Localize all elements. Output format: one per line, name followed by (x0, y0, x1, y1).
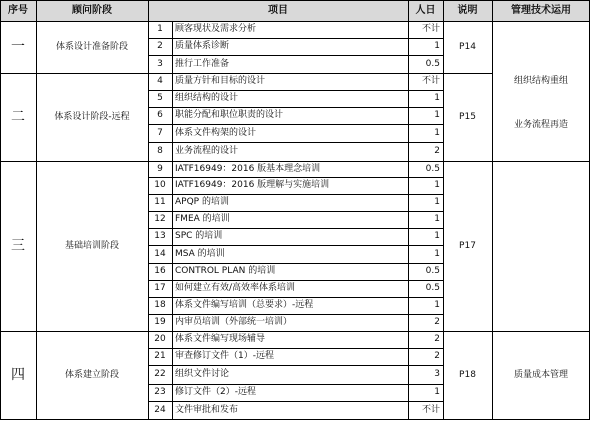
row-days: 1 (434, 214, 440, 224)
grid-line (443, 73, 492, 74)
phase-note: P14 (459, 41, 476, 52)
row-days: 2 (434, 146, 440, 156)
grid-line (492, 419, 590, 420)
grid-line (148, 245, 443, 246)
row-item: APQP 的培训 (175, 197, 229, 207)
row-number: 11 (154, 197, 166, 207)
row-number: 19 (154, 317, 166, 327)
grid-line (148, 161, 443, 162)
grid-line (148, 384, 443, 385)
grid-line (408, 0, 409, 419)
row-item: 体系文件构架的设计 (175, 127, 257, 138)
row-number: 1 (157, 24, 163, 34)
grid-line (148, 228, 443, 229)
grid-line (148, 263, 443, 264)
row-number: 9 (157, 163, 163, 174)
header-days: 人日 (408, 0, 443, 21)
phase-note: P15 (459, 111, 476, 122)
grid-line (148, 331, 443, 332)
row-days: 1 (434, 231, 440, 241)
row-item: 职能分配和职位职责的设计 (175, 110, 284, 120)
row-days: 1 (434, 197, 440, 207)
row-days: 1 (434, 127, 440, 138)
row-number: 24 (154, 404, 166, 415)
row-days: 3 (434, 369, 440, 379)
tech-process-redesign: 业务流程再造 (513, 120, 568, 130)
row-days: 1 (434, 93, 440, 103)
grid-line (148, 90, 443, 91)
row-days: 不计 (421, 76, 440, 86)
grid-line (148, 401, 443, 402)
row-days: 0.5 (425, 58, 440, 69)
row-item: 修订文件（2）-远程 (175, 387, 256, 397)
row-item: 内审员培训（外部统一培训） (175, 317, 293, 327)
grid-line (443, 161, 492, 162)
row-item: 推行工作准备 (175, 58, 230, 69)
row-number: 6 (157, 110, 163, 120)
grid-line (443, 331, 492, 332)
row-number: 16 (154, 266, 166, 276)
row-item: 体系文件编写现场辅导 (175, 334, 266, 344)
row-number: 14 (154, 248, 166, 259)
row-days: 1 (434, 248, 440, 259)
row-days: 1 (434, 387, 440, 397)
grid-line (36, 0, 37, 419)
row-item: 顾客现状及需求分析 (175, 24, 257, 34)
row-number: 2 (157, 41, 163, 51)
grid-line (0, 73, 148, 74)
row-item: 审查修订文件（1）-远程 (175, 351, 274, 361)
row-item: 文件审批和发布 (175, 404, 239, 415)
grid-line (148, 38, 443, 39)
header-item: 项目 (148, 0, 408, 21)
grid-line (148, 419, 443, 420)
row-number: 7 (157, 127, 163, 138)
header-index: 序号 (0, 0, 36, 21)
row-item: 如何建立有效/高效率体系培训 (175, 283, 296, 293)
grid-line (148, 124, 443, 125)
grid-line (148, 194, 443, 195)
grid-line (0, 0, 590, 1)
grid-line (443, 419, 492, 420)
phase-note: P18 (459, 369, 476, 380)
row-days: 2 (434, 317, 440, 327)
tech-org-restructure: 组织结构重组 (513, 76, 568, 86)
row-item: 质量方针和目标的设计 (175, 76, 266, 86)
grid-line (148, 348, 443, 349)
row-days: 1 (434, 300, 440, 310)
row-days: 2 (434, 334, 440, 344)
row-item: SPC 的培训 (175, 231, 223, 241)
phase-numeral: 一 (11, 39, 25, 55)
grid-line (443, 0, 444, 419)
row-item: MSA 的培训 (175, 248, 225, 259)
grid-line (0, 419, 148, 420)
grid-line (148, 107, 443, 108)
row-number: 17 (154, 283, 166, 293)
phase-name: 基础培训阶段 (64, 240, 119, 251)
grid-line (148, 365, 443, 366)
row-item: CONTROL PLAN 的培训 (175, 266, 276, 276)
phase-name: 体系设计阶段-远程 (54, 111, 130, 122)
grid-line (148, 73, 443, 74)
row-item: IATF16949：2016 版理解与实施培训 (175, 180, 330, 190)
row-number: 22 (154, 369, 166, 379)
header-stage: 顾问阶段 (36, 0, 148, 21)
header-note: 说明 (443, 0, 492, 21)
row-number: 23 (154, 387, 166, 397)
grid-line (0, 331, 148, 332)
row-item: IATF16949：2016 版基本理念培训 (175, 163, 321, 174)
grid-line (148, 297, 443, 298)
phase-numeral: 三 (11, 238, 25, 254)
row-item: 业务流程的设计 (175, 146, 239, 156)
row-number: 12 (154, 214, 166, 224)
grid-line (172, 21, 173, 419)
row-number: 20 (154, 334, 166, 344)
grid-line (148, 211, 443, 212)
row-days: 0.5 (425, 266, 440, 276)
row-days: 2 (434, 351, 440, 361)
row-days: 不计 (421, 404, 440, 415)
row-item: 质量体系诊断 (175, 41, 230, 51)
row-number: 10 (154, 180, 166, 190)
row-item: 组织文件讨论 (175, 369, 230, 379)
row-days: 1 (434, 180, 440, 190)
row-days: 0.5 (425, 283, 440, 293)
row-number: 18 (154, 300, 166, 310)
row-item: 组织结构的设计 (175, 93, 239, 103)
grid-line (492, 161, 590, 162)
grid-line (0, 21, 590, 22)
row-number: 4 (157, 76, 163, 86)
grid-line (148, 55, 443, 56)
tech-quality-cost: 质量成本管理 (513, 369, 568, 380)
row-days: 0.5 (425, 163, 440, 174)
phase-name: 体系设计准备阶段 (55, 41, 128, 52)
grid-line (0, 0, 1, 419)
grid-line (148, 142, 443, 143)
grid-line (492, 0, 493, 419)
grid-line (492, 331, 590, 332)
row-number: 5 (157, 93, 163, 103)
grid-line (148, 0, 149, 419)
header-tech: 管理技术运用 (492, 0, 590, 21)
row-number: 8 (157, 146, 163, 156)
row-number: 13 (154, 231, 166, 241)
phase-numeral: 二 (11, 109, 25, 125)
row-number: 3 (157, 58, 163, 69)
grid-line (148, 280, 443, 281)
row-item: 体系文件编写培训（总要求）-远程 (175, 300, 314, 310)
row-number: 21 (154, 351, 166, 361)
grid-line (0, 161, 148, 162)
phase-note: P17 (459, 240, 476, 251)
row-item: FMEA 的培训 (175, 214, 230, 224)
grid-line (148, 314, 443, 315)
phase-numeral: 四 (11, 367, 25, 383)
row-days: 1 (434, 41, 440, 51)
grid-line (148, 177, 443, 178)
row-days: 不计 (421, 24, 440, 34)
phase-name: 体系建立阶段 (64, 369, 119, 380)
row-days: 1 (434, 110, 440, 120)
